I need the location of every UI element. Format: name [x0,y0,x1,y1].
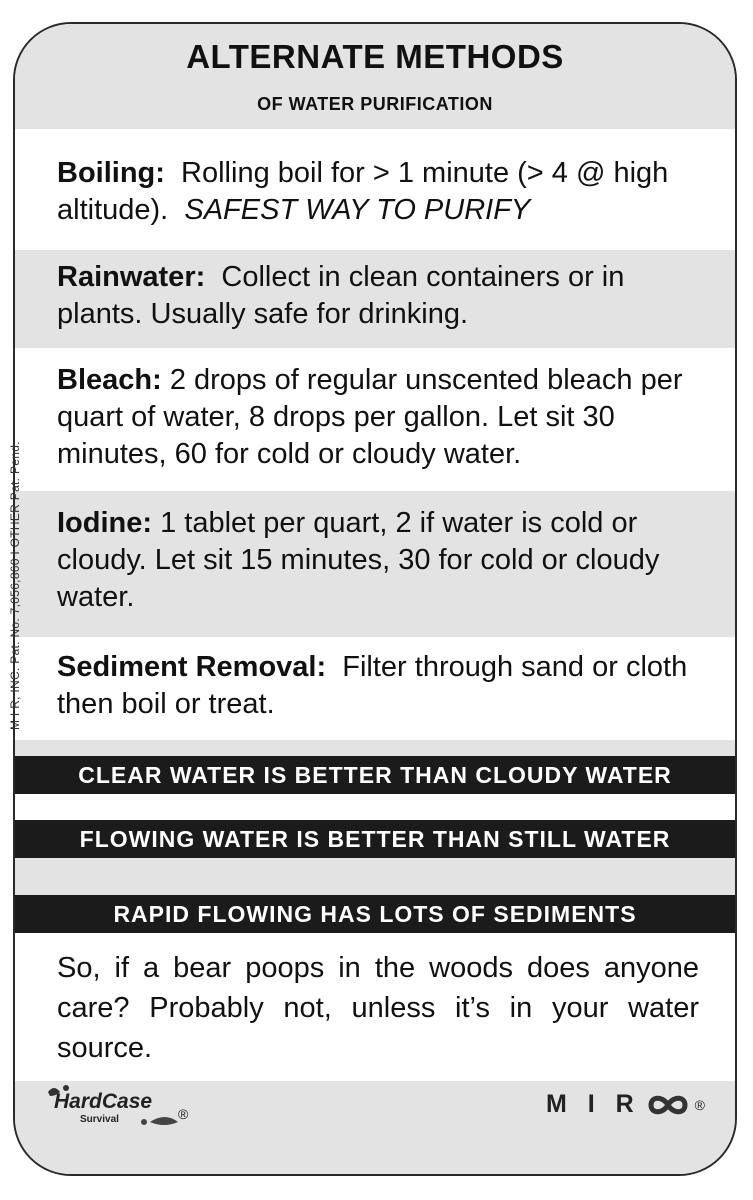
patent-notice: M I R, INC. Pat. No. 7,056,860 I OTHER Pat. Pend. [8,441,22,730]
sediment-section [15,637,735,740]
rainwater-text [57,259,699,333]
sediment-label: Sediment Removal: [57,651,327,683]
tip-clear-water: CLEAR WATER IS BETTER THAN CLOUDY WATER [15,756,735,794]
rainwater-description: Collect in clean containers or in plants. Usually safe for drinking. [57,261,625,330]
iodine-description: 1 tablet per quart, 2 if water is cold or cloudy. Let sit 15 minutes, 30 for cold or cloudy water. [57,507,660,613]
hardcase-brand: HardCase [54,1090,153,1113]
iodine-section [15,491,735,637]
iodine-label: Iodine: [57,507,153,539]
bleach-label: Bleach: [57,364,162,396]
boiling-label: Boiling: [57,157,165,189]
tip-gap [15,794,735,820]
info-card [13,22,737,1176]
infinity-icon [647,1092,689,1118]
card-title: ALTERNATE METHODS [186,38,564,75]
tip-rapid-flowing: RAPID FLOWING HAS LOTS OF SEDIMENTS [15,895,735,933]
rainwater-section [15,250,735,348]
boiling-description: Rolling boil for > 1 minute (> 4 @ high altitude). [57,157,669,226]
boiling-text [57,155,699,229]
sediment-description: Filter through sand or cloth then boil or treat. [57,651,688,720]
bear-note-section [15,933,735,1081]
iodine-text [57,505,699,616]
sediment-text [57,649,699,723]
mir-brand: M I R [545,1090,641,1118]
hardcase-registered: ® [178,1106,189,1122]
rainwater-label: Rainwater: [57,261,206,293]
bleach-section [15,348,735,491]
boiling-emphasis: SAFEST WAY TO PURIFY [184,194,531,226]
tip-flowing-water: FLOWING WATER IS BETTER THAN STILL WATER [15,820,735,858]
mir-logo [546,1090,705,1119]
hardcase-logo [40,1082,190,1132]
bear-note: So, if a bear poops in the woods does anyone care? Probably not, unless it’s in your water source. [57,952,699,1064]
header-band [15,24,735,129]
boiling-section [15,129,735,250]
mir-registered: ® [694,1096,705,1113]
bleach-description: 2 drops of regular unscented bleach per quart of water, 8 drops per gallon. Let sit 30 minutes, 60 for cold or cloudy water. [57,364,683,470]
card-subtitle: OF WATER PURIFICATION [257,94,493,114]
bleach-text [57,362,699,473]
hardcase-tagline: Survival [80,1114,119,1125]
